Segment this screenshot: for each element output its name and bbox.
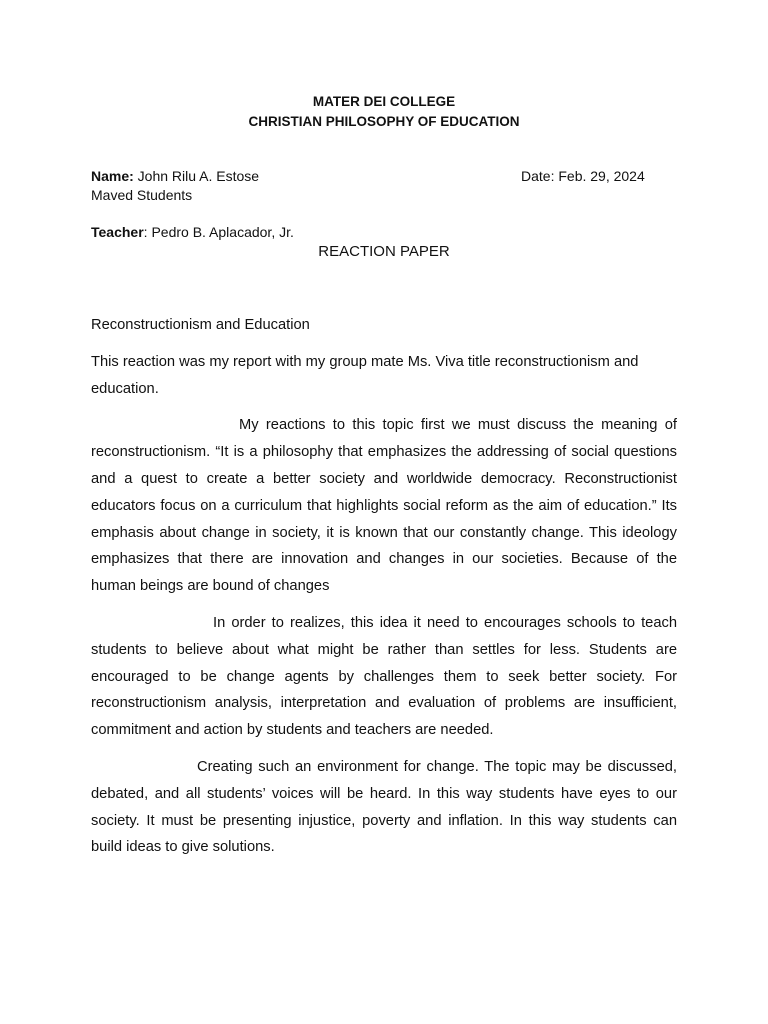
course-title: CHRISTIAN PHILOSOPHY OF EDUCATION — [248, 114, 520, 129]
teacher-value: : Pedro B. Aplacador, Jr. — [143, 224, 294, 240]
name-row — [91, 167, 677, 185]
date-text: Date: Feb. 29, 2024 — [521, 168, 645, 184]
teacher-label: Teacher — [91, 224, 144, 240]
teacher-row — [91, 223, 677, 241]
body-paragraph-2: In order to realizes, this idea it need to encourages schools to teach students to believe about what might be rather than settles for less. Students are encouraged to be change agents by challenges them to seek better society. For reconstructionism analysis, interpretation and evaluation of problems are insufficient, commitment and action by students and teachers are needed. — [91, 614, 677, 739]
intro-paragraph: This reaction was my report with my group mate Ms. Viva title reconstructionism and education. — [91, 353, 639, 397]
document-body — [91, 312, 677, 871]
topic-heading: Reconstructionism and Education — [91, 317, 310, 333]
document-header — [0, 92, 768, 132]
document-title: REACTION PAPER — [318, 243, 450, 260]
school-name: MATER DEI COLLEGE — [312, 94, 456, 109]
name-value: John Rilu A. Estose — [133, 168, 260, 184]
name-label: Name: — [91, 168, 134, 184]
body-paragraph-3: Creating such an environment for change. The topic may be discussed, debated, and all students’ voices will be heard. In this way students have eyes to our society. It must be presenting injustice, poverty and inflation. In this way students can build ideas to give solutions. — [91, 758, 677, 856]
group-text: Maved Students — [91, 187, 193, 203]
body-paragraph-1: My reactions to this topic first we must discuss the meaning of reconstructionism. “It is a philosophy that emphasizes the addressing of social questions and a quest to create a better society and worldwide democracy. Reconstructionist educators focus on a curriculum that highlights social reform as the aim of education.” Its emphasis about change in society, it is known that our constantly change. This ideology emphasizes that there are innovation and changes in our societies. Because of the human beings are bound of changes — [91, 417, 677, 595]
group-row — [91, 186, 677, 204]
